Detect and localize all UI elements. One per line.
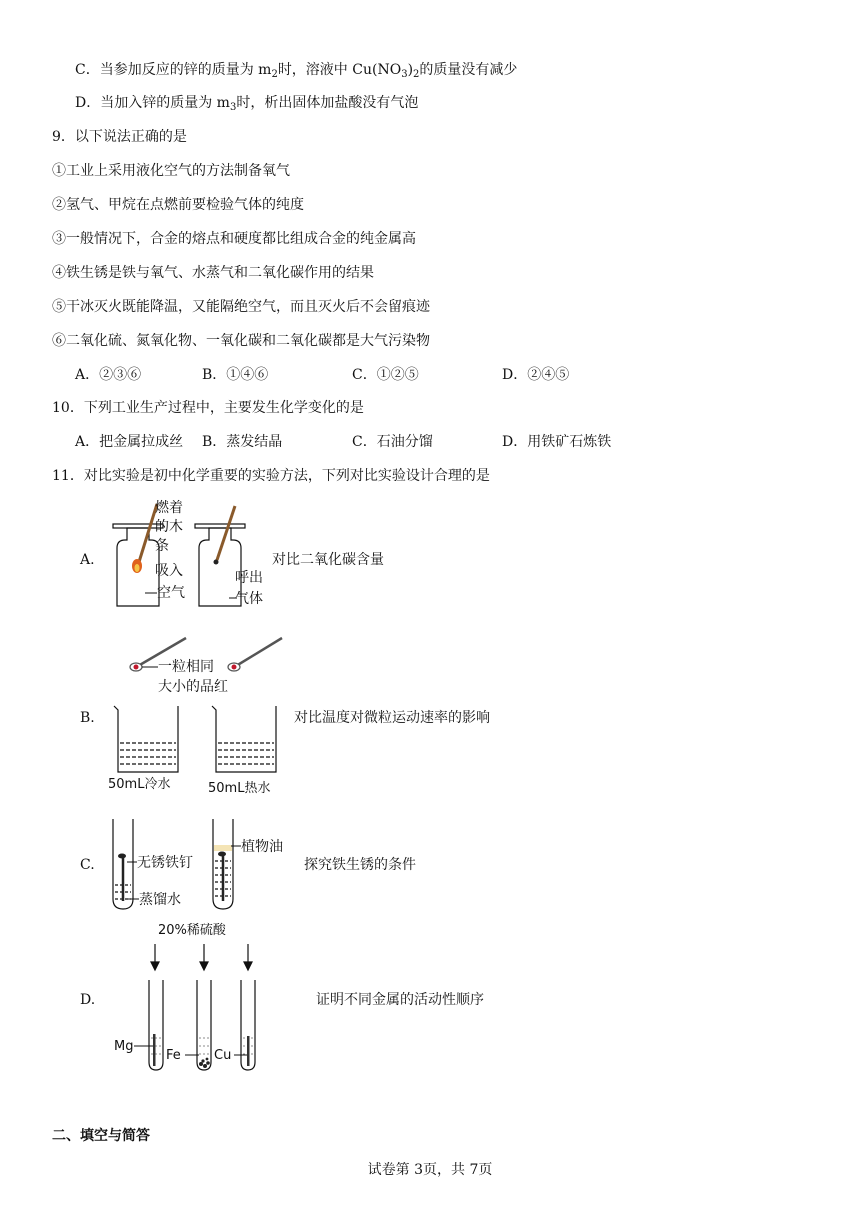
label-rustless-nail: 无锈铁钉 [137, 855, 193, 871]
beaker-cold [114, 706, 178, 772]
arrow-down-icon [151, 944, 252, 970]
test-tube-fe [197, 980, 211, 1070]
label-gas: 气体 [235, 591, 263, 607]
label-hot-water: 50mL热水 [208, 781, 271, 796]
q9-item-1: ①工业上采用液化空气的方法制备氧气 [52, 163, 290, 179]
label-cold-water: 50mL冷水 [108, 777, 171, 792]
q9-option-b: B．①④⑥ [202, 367, 269, 383]
label-same-size-dye: 大小的品红 [158, 679, 228, 695]
q9-item-5: ⑤干冰灭火既能降温，又能隔绝空气，而且灭火后不会留痕迹 [52, 299, 430, 315]
label-mg: Mg [114, 1039, 134, 1054]
nail-right-icon [218, 852, 226, 902]
q10-option-a: A．把金属拉成丝 [75, 434, 184, 450]
q9-stem: 9．以下说法正确的是 [52, 129, 187, 145]
q11-stem: 11．对比实验是初中化学重要的实验方法，下列对比实验设计合理的是 [52, 468, 490, 484]
q10-stem: 10．下列工业生产过程中，主要发生化学变化的是 [52, 400, 364, 416]
q11-c-letter: C. [80, 857, 95, 873]
cu-strip-icon [247, 1036, 250, 1066]
q11-a-letter: A. [80, 552, 95, 568]
q10-option-c: C．石油分馏 [352, 434, 433, 450]
q11-b-desc: 对比温度对微粒运动速率的影响 [294, 710, 490, 726]
nail-left-icon [118, 854, 126, 902]
label-splint: 条 [155, 538, 169, 554]
label-dilute-sulfuric-acid: 20%稀硫酸 [158, 923, 226, 938]
label-vegetable-oil: 植物油 [241, 839, 283, 855]
q11-d-figure [108, 918, 278, 1078]
q11-c-figure [105, 815, 305, 915]
label-same-granule: 一粒相同 [158, 659, 214, 675]
label-wood: 的木 [155, 519, 183, 535]
q11-b-letter: B. [80, 710, 95, 726]
q8-option-d: D．当加入锌的质量为 $m_3$时，析出固体加盐酸没有气泡 [75, 95, 419, 113]
q9-option-d: D．②④⑤ [502, 367, 570, 383]
extinguished-splint-icon [214, 506, 236, 565]
q11-d-desc: 证明不同金属的活动性顺序 [316, 992, 484, 1008]
fe-powder-icon [199, 1058, 210, 1068]
q9-item-3: ③一般情况下，合金的熔点和硬度都比组成合金的纯金属高 [52, 231, 416, 247]
q9-option-c: C．①②⑤ [352, 367, 419, 383]
q11-b-figure [100, 630, 290, 800]
q9-item-2: ②氢气、甲烷在点燃前要检验气体的纯度 [52, 197, 304, 213]
q9-option-a: A．②③⑥ [75, 367, 142, 383]
burning-splint-icon [132, 504, 157, 573]
label-cu: Cu [214, 1048, 232, 1063]
q9-item-6: ⑥二氧化硫、氮氧化物、一氧化碳和二氧化碳都是大气污染物 [52, 333, 430, 349]
beaker-hot [212, 706, 276, 772]
q11-d-letter: D. [80, 992, 96, 1008]
label-air: 空气 [157, 585, 185, 601]
test-tube-mg [149, 980, 163, 1070]
q10-option-b: B．蒸发结晶 [202, 434, 283, 450]
label-fe: Fe [166, 1048, 181, 1063]
label-exhale: 呼出 [235, 570, 263, 586]
q9-item-4: ④铁生锈是铁与氧气、水蒸气和二氧化碳作用的结果 [52, 265, 374, 281]
label-burning: 燃着 [155, 500, 183, 516]
mg-strip-icon [153, 1034, 156, 1066]
q11-c-desc: 探究铁生锈的条件 [304, 857, 416, 873]
q11-a-desc: 对比二氧化碳含量 [272, 552, 384, 568]
label-distilled-water: 蒸馏水 [139, 892, 181, 908]
q10-option-d: D．用铁矿石炼铁 [502, 434, 612, 450]
page-footer: 试卷第 3页，共 7页 [367, 1162, 493, 1178]
label-inhale: 吸入 [155, 563, 183, 579]
q8-option-c: C．当参加反应的锌的质量为 $m_2$时，溶液中 $Cu(NO_3)_2$的质量没有减少 [75, 62, 518, 80]
q11-a-figure [105, 498, 280, 613]
section-2-title: 二、填空与简答 [52, 1128, 150, 1144]
spoon-right-icon [228, 638, 282, 671]
